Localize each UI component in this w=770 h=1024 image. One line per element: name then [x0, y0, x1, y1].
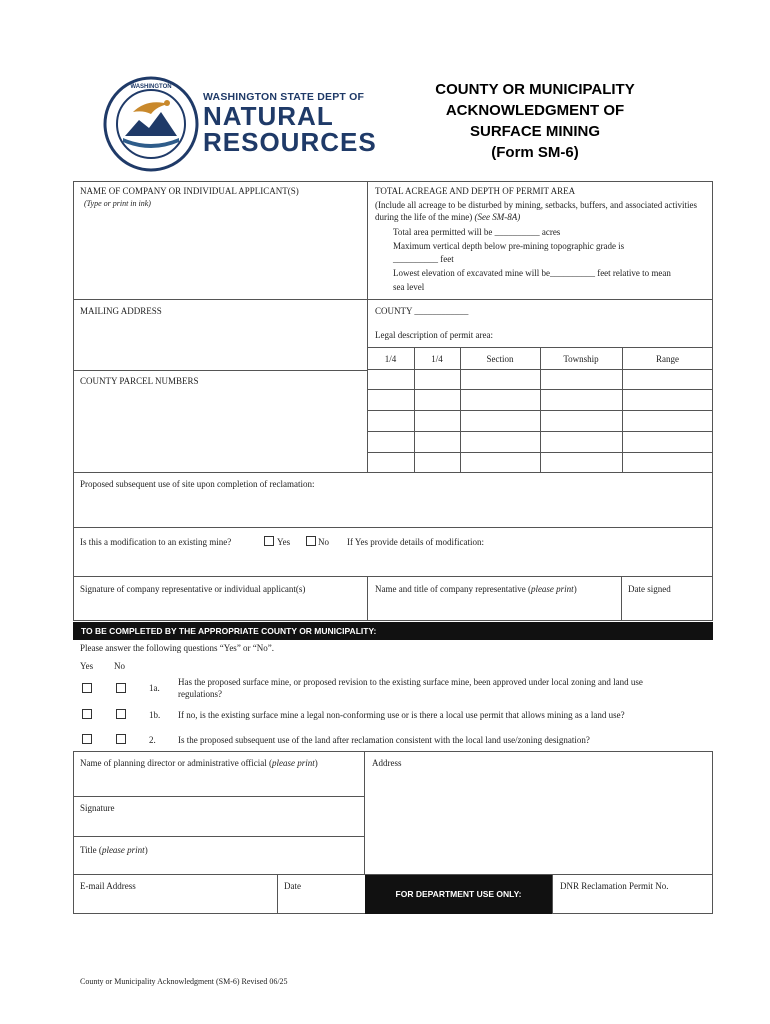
col-township: Township — [563, 354, 599, 364]
q1b-no-checkbox[interactable] — [116, 709, 126, 719]
official-name-label — [80, 758, 318, 768]
svg-text:WASHINGTON: WASHINGTON — [130, 84, 172, 90]
acreage-note — [375, 199, 710, 223]
mailing-address-field[interactable] — [76, 318, 364, 368]
depth-line-1: Maximum vertical depth below pre-mining topographic grade is — [393, 241, 625, 251]
county-label[interactable]: COUNTY ____________ — [375, 306, 469, 316]
modification-no-checkbox[interactable] — [306, 536, 316, 546]
parcel-numbers-label: COUNTY PARCEL NUMBERS — [80, 376, 199, 386]
q2-text: Is the proposed subsequent use of the land after reclamation consistent with the local land use/zoning designation? — [178, 735, 590, 745]
official-b: please print — [272, 758, 315, 768]
county-instructions: Please answer the following questions “Yes” or “No”. — [80, 643, 275, 653]
title-line-2: ACKNOWLEDGMENT OF — [445, 102, 625, 119]
q2-number: 2. — [149, 735, 156, 745]
modification-yes-label: Yes — [277, 537, 291, 547]
dnr-logo — [103, 76, 199, 172]
q1b-text: If no, is the existing surface mine a legal non-conforming use or is there a local use permit that allows mining as a land use? — [178, 710, 625, 720]
yes-header: Yes — [80, 661, 94, 671]
q1a-text-line1: Has the proposed surface mine, or proposed revision to the existing surface mine, been approved under local zoning and land use — [178, 677, 643, 687]
dept-use-only-box — [365, 875, 552, 914]
dept-use-only-text: FOR DEPARTMENT USE ONLY: — [395, 889, 522, 899]
mailing-address-label: MAILING ADDRESS — [80, 306, 162, 316]
col-range: Range — [656, 354, 679, 364]
q1a-number: 1a. — [149, 683, 160, 693]
elevation-line-1[interactable]: Lowest elevation of excavated mine will be__________ feet relative to mean — [393, 268, 671, 278]
applicant-name-field[interactable] — [76, 210, 364, 296]
acreage-note-text: (Include all acreage to be disturbed by mining, setbacks, buffers, and associated activities during the life of the mine) — [375, 200, 697, 222]
county-banner-text: TO BE COMPLETED BY THE APPROPRIATE COUNTY OR MUNICIPALITY: — [81, 626, 377, 636]
agency-name — [203, 91, 377, 155]
email-label: E-mail Address — [80, 881, 136, 891]
q2-no-checkbox[interactable] — [116, 734, 126, 744]
reclamation-use-field[interactable] — [76, 492, 710, 525]
legal-description-label: Legal description of permit area: — [375, 330, 493, 340]
area-line[interactable]: Total area permitted will be __________ acres — [393, 227, 561, 237]
col-section: Section — [486, 354, 514, 364]
rep-name-c: ) — [573, 584, 577, 594]
rep-name-label — [375, 584, 577, 594]
footer-text: County or Municipality Acknowledgment (SM-6) Revised 06/25 — [80, 977, 288, 986]
official-signature-label: Signature — [80, 803, 115, 813]
q1a-text-line2: regulations? — [178, 689, 222, 699]
agency-line2: NATURAL — [203, 101, 334, 131]
title-b: please print — [101, 845, 145, 855]
agency-line3: RESOURCES — [203, 127, 377, 157]
title-line-3: SURFACE MINING — [469, 123, 600, 140]
applicant-name-hint: (Type or print in ink) — [84, 199, 151, 208]
title-line-4: (Form SM-6) — [491, 144, 579, 161]
title-line-1: COUNTY OR MUNICIPALITY — [435, 81, 635, 98]
acreage-note-ref: (See SM-8A) — [474, 212, 521, 222]
q1a-yes-checkbox[interactable] — [82, 683, 92, 693]
official-address-label: Address — [372, 758, 402, 768]
modification-details-label: If Yes provide details of modification: — [347, 537, 484, 547]
elevation-line-2: sea level — [393, 282, 425, 292]
date-signed-label: Date signed — [628, 584, 671, 594]
col-quarter-1: 1/4 — [384, 354, 397, 364]
title-a: Title ( — [80, 845, 102, 855]
permit-number-label: DNR Reclamation Permit No. — [560, 881, 669, 891]
q1b-yes-checkbox[interactable] — [82, 709, 92, 719]
modification-question: Is this a modification to an existing mine? — [80, 537, 232, 547]
modification-yes-checkbox[interactable] — [264, 536, 274, 546]
official-a: Name of planning director or administrative official ( — [80, 758, 273, 768]
form-title — [400, 79, 670, 163]
dnr-seal-icon — [103, 76, 199, 172]
reclamation-use-label: Proposed subsequent use of site upon completion of reclamation: — [80, 479, 315, 489]
agency-line1: WASHINGTON STATE DEPT OF — [203, 91, 365, 103]
acreage-label: TOTAL ACREAGE AND DEPTH OF PERMIT AREA — [375, 186, 576, 196]
official-title-label — [80, 845, 148, 855]
q1a-no-checkbox[interactable] — [116, 683, 126, 693]
q2-yes-checkbox[interactable] — [82, 734, 92, 744]
rep-name-b: please print — [530, 584, 574, 594]
rep-name-a: Name and title of company representative ( — [375, 584, 531, 594]
parcel-numbers-field[interactable] — [76, 388, 364, 470]
col-quarter-2: 1/4 — [431, 354, 443, 364]
county-banner — [73, 622, 713, 640]
applicant-signature-label: Signature of company representative or individual applicant(s) — [80, 584, 306, 594]
title-c: ) — [144, 845, 148, 855]
q1b-number: 1b. — [149, 710, 161, 720]
no-header: No — [114, 661, 125, 671]
q1a-text — [178, 676, 713, 700]
modification-no-label: No — [318, 537, 329, 547]
applicant-name-label: NAME OF COMPANY OR INDIVIDUAL APPLICANT(S) — [80, 186, 299, 196]
depth-line-2[interactable]: __________ feet — [393, 254, 454, 264]
date-label: Date — [284, 881, 301, 891]
official-c: ) — [314, 758, 318, 768]
